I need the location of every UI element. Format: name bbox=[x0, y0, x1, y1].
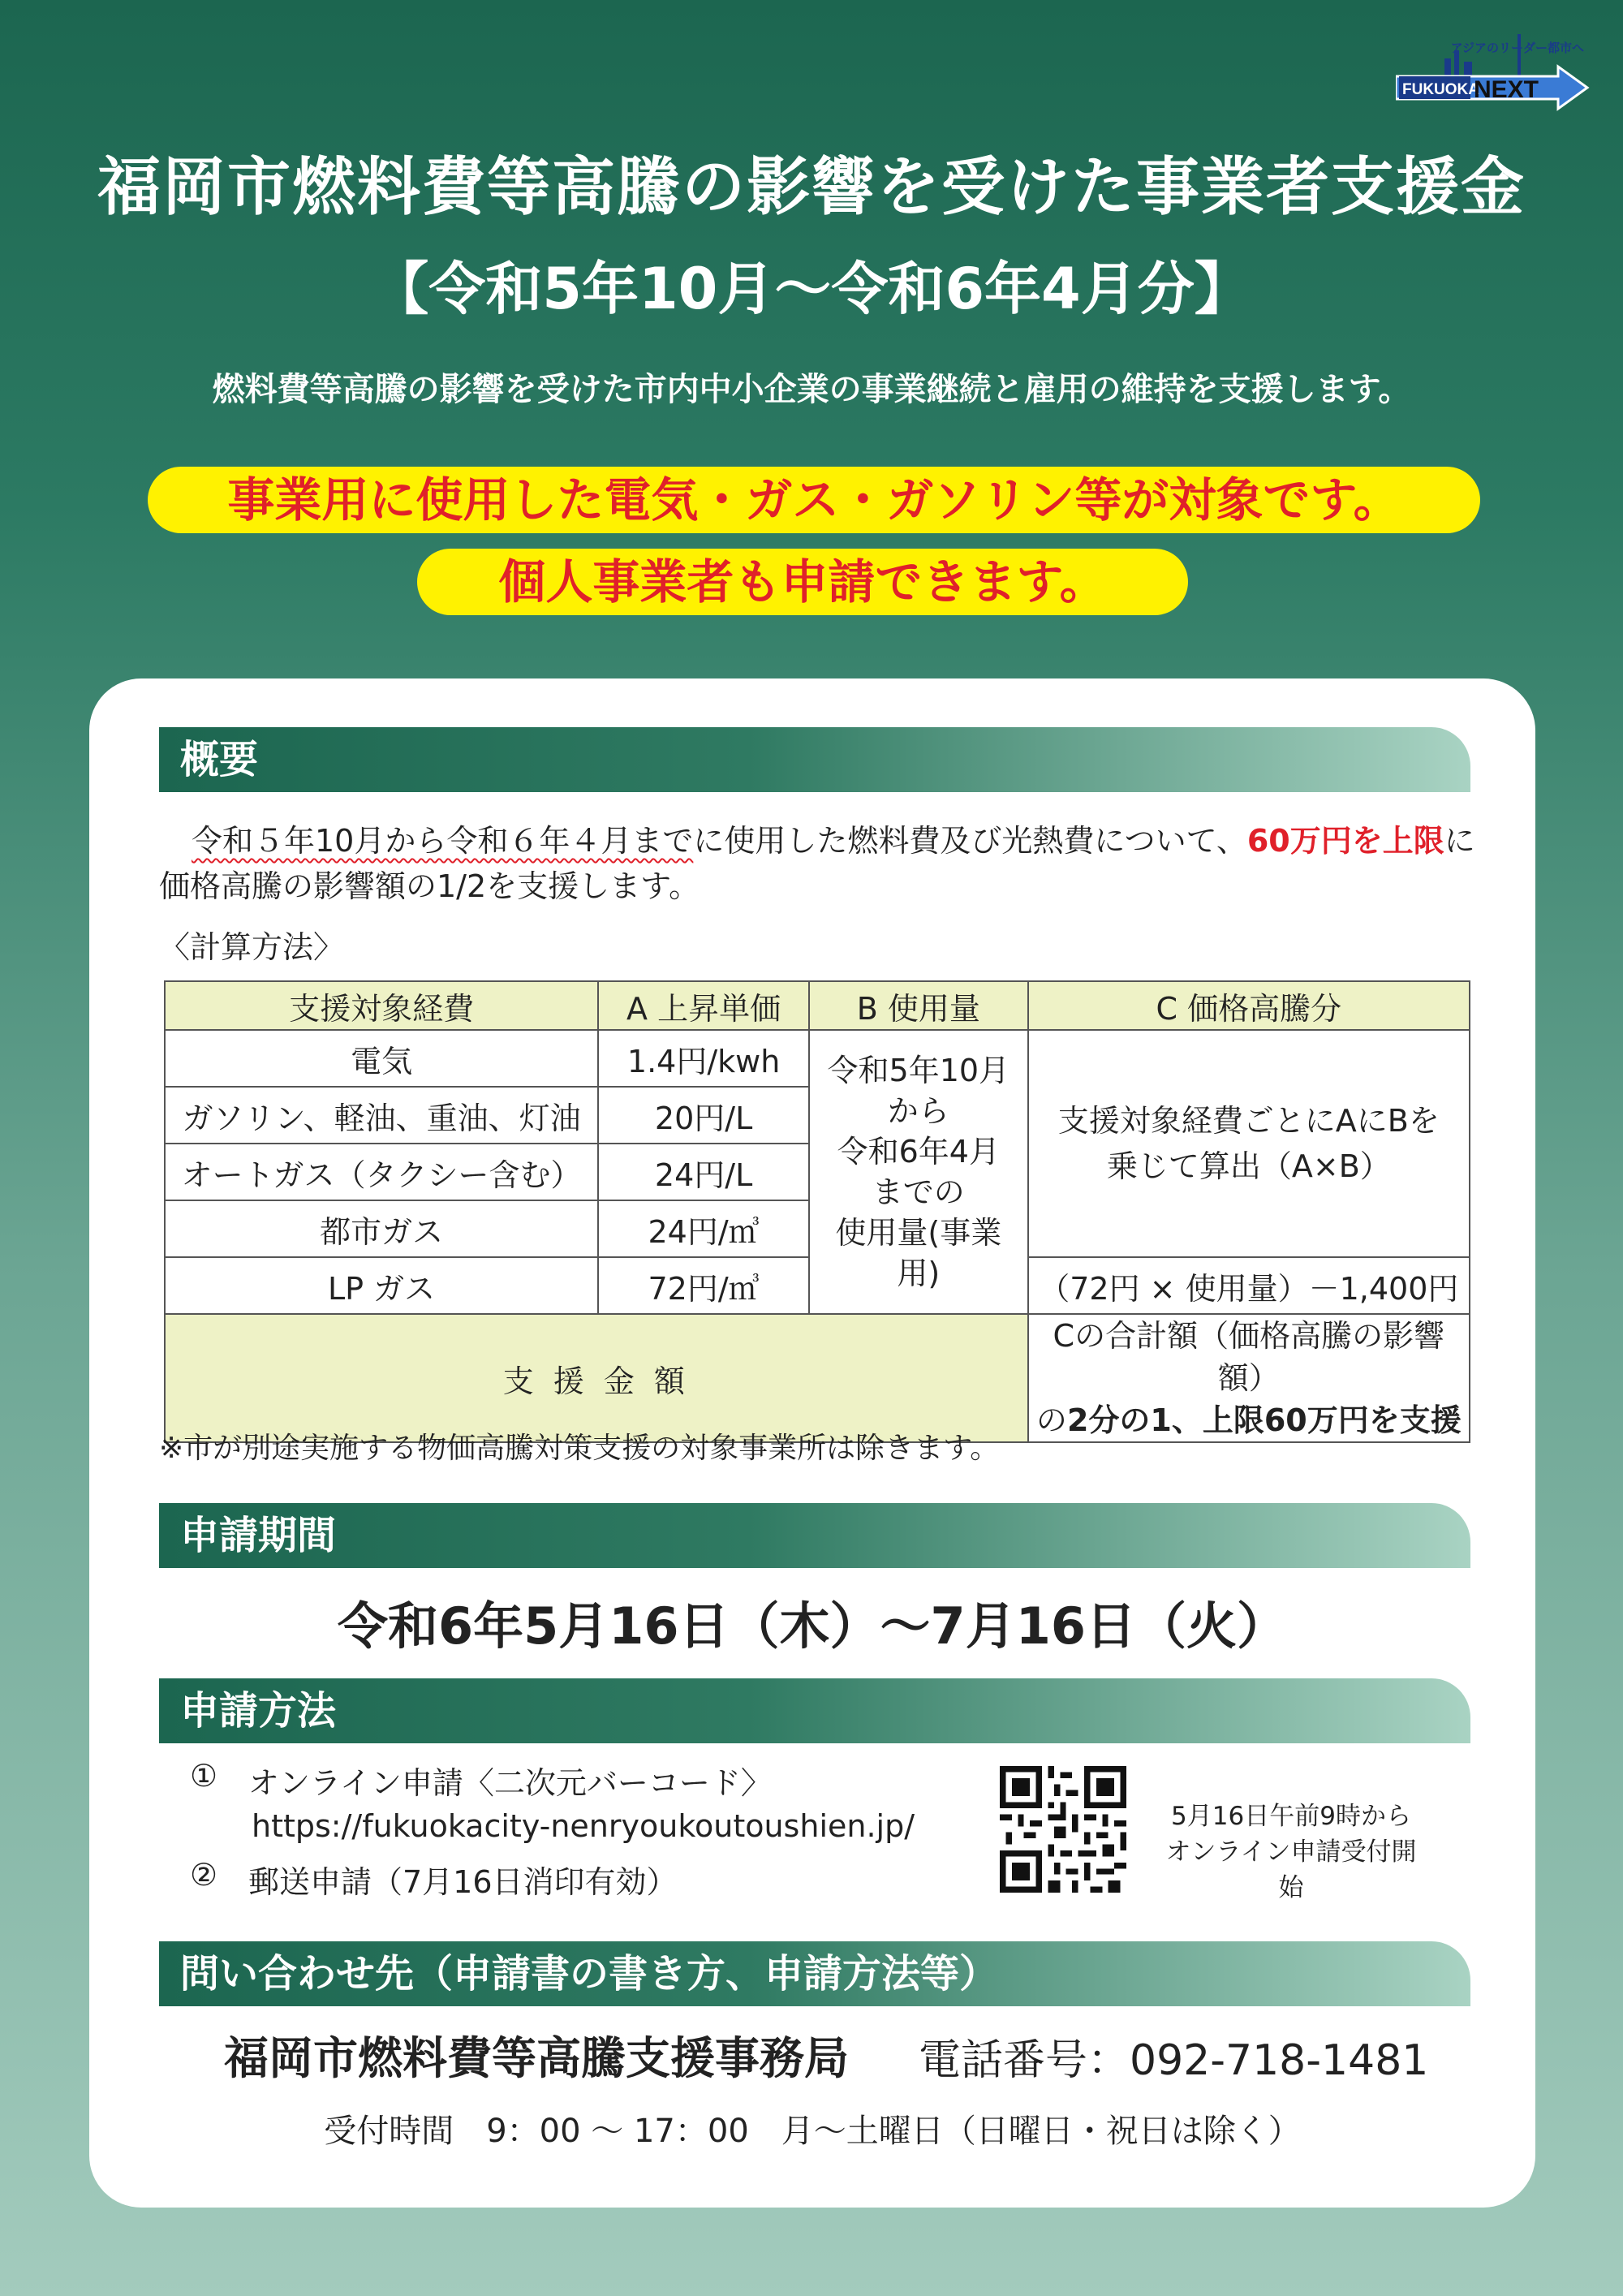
usage-line: 令和5年10月 bbox=[827, 1053, 1010, 1088]
usage-line: 使用量(事業用) bbox=[835, 1215, 1002, 1291]
online-start-line-2: オンライン申請受付開始 bbox=[1165, 1837, 1417, 1902]
total-line-1: Cの合計額（価格高騰の影響額） bbox=[1053, 1318, 1445, 1396]
overview-end-text: に価格高騰の影響額の1/2を支援します。 bbox=[159, 823, 1475, 904]
table-cell-item: 都市ガス bbox=[165, 1200, 598, 1257]
lead-text: 燃料費等高騰の影響を受けた市内中小企業の事業継続と雇用の維持を支援します。 bbox=[212, 371, 1411, 408]
table-header-row bbox=[165, 981, 1470, 1030]
method-2-mail: 郵送申請（7月16日消印有効） bbox=[248, 1864, 678, 1900]
table-total-row bbox=[165, 1314, 1470, 1442]
table-cell-item: ガソリン、軽油、重油、灯油 bbox=[165, 1087, 598, 1144]
online-start-note bbox=[1157, 1798, 1425, 1906]
section-heading-period: 申請期間 bbox=[159, 1503, 1470, 1568]
contact-organization: 福岡市燃料費等高騰支援事務局 bbox=[224, 2032, 850, 2084]
table-cell-c-lp: （72円 × 使用量）－1,400円 bbox=[1028, 1257, 1470, 1314]
table-cell-c-formula bbox=[1028, 1030, 1470, 1257]
method-1-number: ① bbox=[190, 1758, 218, 1794]
table-cell-item: 電気 bbox=[165, 1030, 598, 1087]
total-line-2 bbox=[1034, 1399, 1464, 1441]
table-total-value bbox=[1028, 1314, 1470, 1442]
table-cell-rate: 24円/㎥ bbox=[598, 1200, 809, 1257]
section-heading-overview: 概要 bbox=[159, 727, 1470, 792]
page-title: 福岡市燃料費等高騰の影響を受けた事業者支援金 bbox=[97, 151, 1526, 224]
highlight-banner-2: 個人事業者も申請できます。 bbox=[417, 549, 1188, 615]
table-cell-usage bbox=[809, 1030, 1028, 1314]
logo-next-text: NEXT bbox=[1474, 76, 1539, 103]
table-row bbox=[165, 1030, 1470, 1087]
info-card bbox=[89, 678, 1535, 2208]
total-line-2-bold: 2分の1、上限60万円を支援 bbox=[1066, 1402, 1462, 1438]
table-cell-item: オートガス（タクシー含む） bbox=[165, 1144, 598, 1200]
logo-fukuoka-text: FUKUOKA bbox=[1402, 81, 1479, 98]
usage-line: までの bbox=[872, 1174, 965, 1210]
table-cell-rate: 72円/㎥ bbox=[598, 1257, 809, 1314]
calc-table bbox=[164, 980, 1470, 1443]
overview-paragraph bbox=[159, 818, 1490, 909]
table-header: C 価格高騰分 bbox=[1028, 981, 1470, 1030]
calc-method-label: 〈計算方法〉 bbox=[159, 929, 345, 965]
overview-mid-text: に使用した燃料費及び光熱費について、 bbox=[693, 823, 1247, 859]
application-period: 令和6年5月16日（木）～7月16日（火） bbox=[338, 1596, 1287, 1656]
table-total-label: 支 援 金 額 bbox=[165, 1314, 1028, 1442]
table-cell-rate: 24円/L bbox=[598, 1144, 809, 1200]
overview-limit-text: 60万円を上限 bbox=[1246, 823, 1444, 859]
qr-code-icon[interactable] bbox=[1000, 1766, 1126, 1893]
method-2-number: ② bbox=[190, 1857, 218, 1893]
table-header: B 使用量 bbox=[809, 981, 1028, 1030]
contact-phone[interactable]: 電話番号：092-718-1481 bbox=[919, 2036, 1429, 2085]
online-start-line-1: 5月16日午前9時から bbox=[1171, 1802, 1411, 1831]
total-line-2-prefix: の bbox=[1035, 1402, 1067, 1438]
highlight-banner-1: 事業用に使用した電気・ガス・ガソリン等が対象です。 bbox=[148, 467, 1480, 533]
overview-period-text: 令和５年10月から令和６年４月まで bbox=[192, 823, 694, 859]
online-application-link[interactable]: https://fukuokacity-nenryoukoutoushien.jp/ bbox=[252, 1808, 915, 1844]
usage-line: 令和6年4月 bbox=[837, 1134, 1000, 1170]
exclusion-note: ※市が別途実施する物価高騰対策支援の対象事業所は除きます。 bbox=[159, 1432, 1000, 1465]
logo-tagline: アジアのリーダー都市へ bbox=[1450, 41, 1584, 55]
contact-hours: 受付時間 9：00 ～ 17：00 月～土曜日（日曜日・祝日は除く） bbox=[324, 2113, 1301, 2150]
table-cell-rate: 1.4円/kwh bbox=[598, 1030, 809, 1087]
c-formula-line: 支援対象経費ごとにAにBを bbox=[1057, 1103, 1440, 1139]
section-heading-contact: 問い合わせ先（申請書の書き方、申請方法等） bbox=[159, 1941, 1470, 2006]
table-cell-item: LP ガス bbox=[165, 1257, 598, 1314]
table-cell-rate: 20円/L bbox=[598, 1087, 809, 1144]
method-1-online: オンライン申請〈二次元バーコード〉 bbox=[248, 1765, 772, 1801]
table-header: A 上昇単価 bbox=[598, 981, 809, 1030]
table-header: 支援対象経費 bbox=[165, 981, 598, 1030]
page-subtitle: 【令和5年10月～令和6年4月分】 bbox=[372, 256, 1251, 322]
section-heading-method: 申請方法 bbox=[159, 1678, 1470, 1743]
usage-line: から bbox=[887, 1093, 949, 1129]
c-formula-line: 乗じて算出（A×B） bbox=[1106, 1148, 1391, 1184]
